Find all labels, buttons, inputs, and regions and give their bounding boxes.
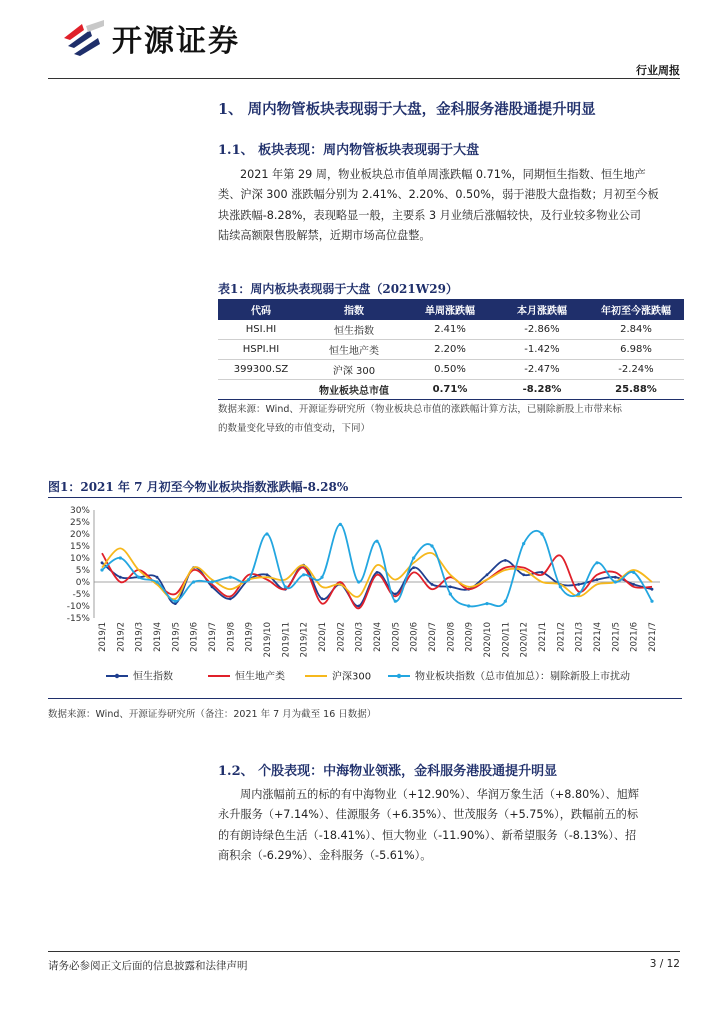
x-tick-label: 2019/1 [98,622,108,652]
figure-top-divider [48,497,682,498]
table-header-cell: 单周涨跌幅 [404,299,496,320]
x-tick-label: 2019/8 [226,622,237,652]
y-tick-label: 30% [69,506,90,516]
source-line: 的数量变化导致的市值变动，下同） [218,423,371,434]
series-point-0 [651,588,654,591]
para-line: 块涨跌幅-8.28%，表现略显一般，主要系 3 月业绩后涨幅较快，及行业较多物业公司 [218,208,641,222]
y-tick-label: 25% [69,518,90,528]
y-tick-label: 15% [69,542,90,552]
series-point-3 [284,585,287,588]
line-chart [48,500,682,696]
table-cell: 恒生指数 [304,320,404,340]
section-1-1-paragraph [218,165,684,247]
series-point-3 [339,523,342,526]
series-point-3 [650,600,653,603]
section-1-title: 1、 周内物管板块表现弱于大盘，金科服务港股通提升明显 [218,101,596,118]
series-point-0 [522,573,525,576]
x-tick-label: 2021/7 [648,622,658,652]
section-1-1-title: 1.1、 板块表现：周内物管板块表现弱于大盘 [218,143,480,158]
x-tick-label: 2019/4 [153,622,163,652]
x-tick-label: 2020/1 [318,622,328,652]
table-header-cell: 代码 [218,299,304,320]
y-tick-label: 20% [69,530,90,540]
x-tick-label: 2019/12 [299,622,310,658]
table-header-row [218,299,684,320]
footer-divider [48,951,680,952]
table-cell: -1.42% [496,340,588,360]
table-header-cell: 指数 [304,299,404,320]
x-tick-label: 2020/5 [391,622,402,652]
series-point-3 [137,576,140,579]
para-line: 商积余（-6.29%）、金科服务（-5.61%）。 [218,849,432,863]
table-cell: 2.84% [588,320,684,340]
series-point-3 [394,600,397,603]
series-point-0 [614,576,617,579]
table-cell: 物业板块总市值 [304,380,404,400]
series-point-3 [357,580,360,583]
x-tick-label: 2020/2 [336,622,347,652]
table-cell: 2.41% [404,320,496,340]
table-cell: 25.88% [588,380,684,400]
figure-1-title: 图1：2021 年 7 月初至今物业板块指数涨跌幅-8.28% [48,480,349,494]
legend-label: 沪深300 [332,671,372,683]
table-header-cell: 年初至今涨跌幅 [588,299,684,320]
series-point-0 [229,597,232,600]
series-point-0 [431,583,434,586]
figure-1-source: 数据来源：Wind、开源证券研究所（备注：2021 年 7 月为截至 16 日数据） [48,709,377,720]
series-point-0 [156,576,159,579]
table-cell: -2.47% [496,360,588,380]
table-cell: HSI.HI [218,320,304,340]
series-point-3 [100,568,103,571]
series-point-3 [430,544,433,547]
series-point-3 [485,602,488,605]
table-header-cell: 本月涨跌幅 [496,299,588,320]
series-point-0 [412,566,415,569]
x-tick-label: 2021/5 [611,622,622,652]
footer-disclaimer: 请务必参阅正文后面的信息披露和法律声明 [48,960,248,972]
series-point-3 [265,532,268,535]
table-row [218,320,684,340]
y-tick-label: -10% [66,602,90,612]
series-point-0 [504,559,507,562]
header-divider [48,78,680,79]
y-tick-label: 5% [75,566,90,576]
x-tick-label: 2019/7 [208,622,218,652]
para-line: 周内涨幅前五的标的有中海物业（+12.90%）、华润万象生活（+8.80%）、旭辉 [240,788,639,801]
x-tick-label: 2020/9 [464,622,475,652]
performance-table [218,299,684,400]
series-point-3 [174,600,177,603]
legend-marker [115,674,119,678]
x-tick-label: 2021/3 [574,622,585,652]
table-cell: -2.24% [588,360,684,380]
x-tick-label: 2021/2 [556,622,567,652]
x-tick-label: 2019/9 [244,622,255,652]
table-cell: 沪深 300 [304,360,404,380]
doc-type-label: 行业周报 [636,64,680,77]
series-point-0 [596,578,599,581]
table-cell: 0.71% [404,380,496,400]
series-point-3 [412,556,415,559]
y-tick-label: -15% [66,614,90,624]
series-point-3 [247,578,250,581]
para-line: 的有朗诗绿色生活（-18.41%）、恒大物业（-11.90%）、新希望服务（-8.13%）、招 [218,828,637,842]
y-tick-label: -5% [72,590,90,600]
series-point-3 [375,540,378,543]
table-row [218,360,684,380]
brand-name: 开源证券 [112,24,240,59]
series-point-3 [559,585,562,588]
y-tick-label: 10% [69,554,90,564]
x-tick-label: 2020/8 [446,622,457,652]
x-tick-label: 2019/3 [134,622,145,652]
x-tick-label: 2020/3 [354,622,365,652]
legend-marker [397,674,401,678]
x-tick-label: 2020/7 [428,622,438,652]
x-tick-label: 2021/4 [593,622,603,652]
series-line-1 [102,553,652,608]
table-cell: 2.20% [404,340,496,360]
series-point-3 [632,571,635,574]
x-tick-label: 2019/5 [171,622,182,652]
series-point-3 [467,604,470,607]
source-line: 数据来源：Wind、开源证券研究所（物业板块总市值的涨跌幅计算方法，已剔除新股上市带来标 [218,404,622,415]
x-tick-label: 2020/4 [373,622,383,652]
series-point-0 [577,583,580,586]
table-1-title: 表1：周内板块表现弱于大盘（2021W29） [218,282,458,296]
table-row [218,340,684,360]
series-point-3 [119,556,122,559]
table-cell: 399300.SZ [218,360,304,380]
company-logo [60,18,108,58]
para-line: 永升服务（+7.14%）、佳源服务（+6.35%）、世茂服务（+5.75%），跌幅前五的标 [218,808,639,822]
table-1-source [218,400,688,438]
para-line: 类、沪深 300 涨跌幅分别为 2.41%、2.20%、0.50%，弱于港股大盘指数；月初至今板 [218,188,659,202]
series-point-3 [320,576,323,579]
table-cell [218,380,304,400]
series-point-3 [155,580,158,583]
series-point-0 [486,573,489,576]
series-point-0 [321,597,324,600]
series-point-0 [119,576,122,579]
series-point-3 [522,542,525,545]
section-1-2-paragraph [218,785,684,867]
series-point-3 [449,592,452,595]
x-tick-label: 2021/1 [538,622,548,652]
legend-label: 恒生指数 [133,671,173,683]
series-point-0 [101,561,104,564]
table-cell: HSPI.HI [218,340,304,360]
series-point-3 [540,532,543,535]
series-point-0 [376,571,379,574]
series-point-3 [192,580,195,583]
legend-label: 物业板块指数（总市值加总）：剔除新股上市扰动 [415,671,630,683]
series-point-0 [449,585,452,588]
x-tick-label: 2019/6 [189,622,200,652]
table-cell: 恒生地产类 [304,340,404,360]
table-row-total [218,380,684,400]
x-tick-label: 2019/2 [116,622,127,652]
table-cell: 0.50% [404,360,496,380]
series-point-0 [394,593,397,596]
series-point-3 [229,576,232,579]
para-line: 2021 年第 29 周，物业板块总市值单周涨跌幅 0.71%，同期恒生指数、恒生地产 [240,168,646,181]
x-tick-label: 2020/6 [409,622,420,652]
section-1-2-title: 1.2、 个股表现：中海物业领涨，金科服务港股通提升明显 [218,764,558,779]
para-line: 陆续高额限售股解禁，近期市场高位盘整。 [218,229,431,243]
legend-label: 恒生地产类 [235,671,285,683]
series-point-3 [302,573,305,576]
series-point-3 [595,561,598,564]
x-tick-label: 2020/11 [501,622,512,658]
series-point-3 [210,580,213,583]
x-tick-label: 2021/6 [629,622,640,652]
table-cell: -8.28% [496,380,588,400]
x-tick-label: 2020/10 [483,622,493,658]
x-tick-label: 2019/11 [281,622,292,658]
series-point-3 [577,592,580,595]
figure-bottom-divider [48,698,682,699]
series-point-3 [614,580,617,583]
x-tick-label: 2019/10 [263,622,273,658]
table-cell: 6.98% [588,340,684,360]
y-tick-label: 0% [75,578,90,588]
series-point-3 [504,600,507,603]
x-tick-label: 2020/12 [519,622,530,658]
page-number: 3 / 12 [649,958,680,970]
series-point-0 [266,573,269,576]
table-cell: -2.86% [496,320,588,340]
